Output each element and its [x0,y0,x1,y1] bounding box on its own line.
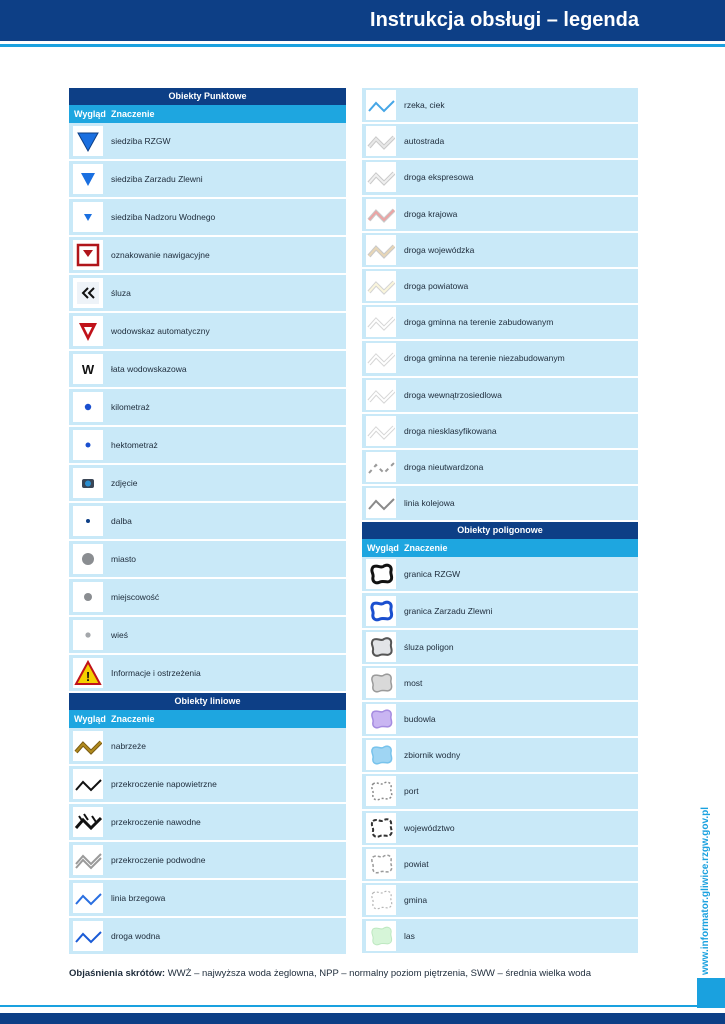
legend-label: droga krajowa [404,208,458,219]
legend-row [362,738,638,774]
column-meaning: Znaczenie [111,714,155,724]
column-appearance: Wygląd [74,109,106,119]
legend-label: powiat [404,858,429,869]
city-dot-icon [73,544,103,574]
legend-label: miejscowość [111,592,160,602]
legend-label: droga powiatowa [404,281,469,292]
legend-label: droga wewnątrzosiedlowa [404,389,502,400]
legend-row [69,541,346,579]
legend-row [69,655,346,693]
legend-row [69,804,346,842]
point-objects-title: Obiekty Punktowe [69,88,346,105]
polygon-objects-header [362,539,638,557]
legend-label: przekroczenie nawodne [111,817,201,827]
legend-label: Informacje i ostrzeżenia [111,668,201,678]
legend-row [69,465,346,503]
surface-crossing-icon [73,807,103,837]
structure-polygon-icon [366,704,396,734]
county-polygon-icon [366,849,396,879]
column-appearance: Wygląd [367,543,399,554]
legend-row [69,389,346,427]
motorway-line-icon [366,126,396,156]
voivodeship-polygon-icon [366,813,396,843]
legend-label: droga wodna [111,931,161,941]
legend-label: droga ekspresowa [404,172,474,183]
national-road-line-icon [366,199,396,229]
legend-label: droga nieutwardzona [404,461,484,472]
legend-label: most [404,677,423,688]
legend-row [69,313,346,351]
municipal-road-built-line-icon [366,307,396,337]
website-url: www.informator.gliwice.rzgw.gov.pl [700,807,711,975]
legend-row [362,847,638,883]
legend-row [362,702,638,738]
legend-label: budowla [404,714,436,725]
village-dot-icon [73,620,103,650]
svg-text:W: W [81,362,95,377]
gauge-letter-w-icon [73,354,103,384]
legend-row [362,305,638,341]
legend-label: linia brzegowa [111,893,166,903]
side-tab [697,978,725,1008]
legend-row [69,880,346,918]
header-divider [0,44,725,47]
legend-row [69,275,346,313]
legend-row [362,414,638,450]
legend-label: granica RZGW [404,569,461,580]
small-blue-triangle-icon [73,202,103,232]
legend-label: zbiornik wodny [404,750,461,761]
estate-road-line-icon [366,380,396,410]
legend-label: autostrada [404,136,445,147]
legend-label: rzeka, ciek [404,100,445,111]
legend-row [69,579,346,617]
legend-label: gmina [404,895,428,906]
municipality-polygon-icon [366,885,396,915]
legend-label: droga wojewódzka [404,244,475,255]
legend-label: granica Zarzadu Zlewni [404,605,493,616]
legend-label: siedziba RZGW [111,136,171,146]
polygon-objects-list [362,557,638,955]
legend-row [362,593,638,629]
legend-row [362,557,638,593]
page-title: Instrukcja obsługi – legenda [370,9,639,31]
legend-label: wieś [111,630,129,640]
navigation-sign-icon [73,240,103,270]
legend-label: śluza poligon [404,641,454,652]
legend-label: las [404,931,415,942]
abbreviations-text: WWŻ – najwyższa woda żeglowna, NPP – normalny poziom piętrzenia, SWW – średnia wielka woda [167,968,591,979]
river-line-icon [366,90,396,120]
legend-label: kilometraż [111,402,150,412]
overhead-crossing-icon [73,769,103,799]
town-dot-icon [73,582,103,612]
legend-row [69,503,346,541]
legend-row [69,617,346,655]
warning-triangle-icon [73,658,103,688]
bridge-polygon-icon [366,668,396,698]
legend-label: port [404,786,419,797]
legend-row [362,666,638,702]
legend-row [69,351,346,389]
legend-label: nabrzeże [111,741,146,751]
legend-label: przekroczenie napowietrzne [111,779,217,789]
linear-objects-list [69,728,346,956]
legend-row [362,233,638,269]
shoreline-icon [73,883,103,913]
column-meaning: Znaczenie [404,543,448,554]
county-road-line-icon [366,271,396,301]
legend-row [362,811,638,847]
photo-camera-icon [73,468,103,498]
port-polygon-icon [366,776,396,806]
legend-row [362,919,638,955]
point-objects-list [69,123,346,693]
abbreviations-note [69,968,591,979]
legend-row [69,918,346,956]
footer-divider [0,1005,725,1007]
waterway-icon [73,921,103,951]
large-blue-triangle-icon [73,126,103,156]
legend-label: zdjęcie [111,478,138,488]
column-appearance: Wygląd [74,714,106,724]
legend-row [362,630,638,666]
legend-row [69,728,346,766]
legend-row [69,123,346,161]
polygon-objects-title: Obiekty poligonowe [362,522,638,539]
railway-line-icon [366,488,396,518]
unpaved-road-line-icon [366,452,396,482]
forest-polygon-icon [366,921,396,951]
linear-objects-header [69,710,346,728]
underwater-crossing-icon [73,845,103,875]
legend-row [362,160,638,196]
legend-label: droga gminna na terenie niezabudowanym [404,353,565,364]
footer-bar [0,1013,725,1024]
medium-blue-triangle-icon [73,164,103,194]
legend-label: siedziba Nadzoru Wodnego [111,212,216,222]
legend-label: hektometraż [111,440,158,450]
line-objects-list [362,88,638,522]
legend-row [362,774,638,810]
hectometer-dot-icon [73,430,103,460]
legend-row [362,378,638,414]
kilometer-dot-icon [73,392,103,422]
legend-row [69,766,346,804]
legend-label: przekroczenie podwodne [111,855,206,865]
legend-row [362,883,638,919]
linear-objects-title: Obiekty liniowe [69,693,346,710]
voivodeship-road-line-icon [366,235,396,265]
point-objects-header [69,105,346,123]
rzgw-boundary-polygon-icon [366,559,396,589]
legend-label: oznakowanie nawigacyjne [111,250,210,260]
legend-label: miasto [111,554,137,564]
legend-row [362,269,638,305]
lock-polygon-icon [366,632,396,662]
legend-row [362,88,638,124]
legend-row [69,161,346,199]
legend-row [362,450,638,486]
svg-text:!: ! [85,669,91,684]
legend-label: droga gminna na terenie zabudowanym [404,317,554,328]
legend-label: śluza [111,288,131,298]
legend-label: droga niesklasyfikowana [404,425,497,436]
legend-row [69,199,346,237]
legend-row [69,842,346,880]
unclassified-road-line-icon [366,416,396,446]
column-meaning: Znaczenie [111,109,155,119]
dolphin-dot-icon [73,506,103,536]
expressway-line-icon [366,162,396,192]
right-column [362,88,638,955]
catchment-boundary-polygon-icon [366,596,396,626]
legend-row [362,341,638,377]
legend-row [69,237,346,275]
municipal-road-unbuilt-line-icon [366,343,396,373]
legend-label: linia kolejowa [404,498,455,509]
left-column [69,88,346,956]
legend-label: wodowskaz automatyczny [111,326,210,336]
legend-row [362,486,638,522]
legend-label: siedziba Zarzadu Zlewni [111,174,203,184]
legend-row [69,427,346,465]
lock-chevrons-icon [73,278,103,308]
abbreviations-label: Objaśnienia skrótów: [69,968,166,979]
legend-row [362,124,638,160]
legend-label: województwo [404,822,455,833]
legend-row [362,197,638,233]
legend-label: łata wodowskazowa [111,364,187,374]
legend-label: dalba [111,516,132,526]
auto-gauge-icon [73,316,103,346]
header-bar [0,0,725,41]
reservoir-polygon-icon [366,740,396,770]
quay-line-icon [73,731,103,761]
